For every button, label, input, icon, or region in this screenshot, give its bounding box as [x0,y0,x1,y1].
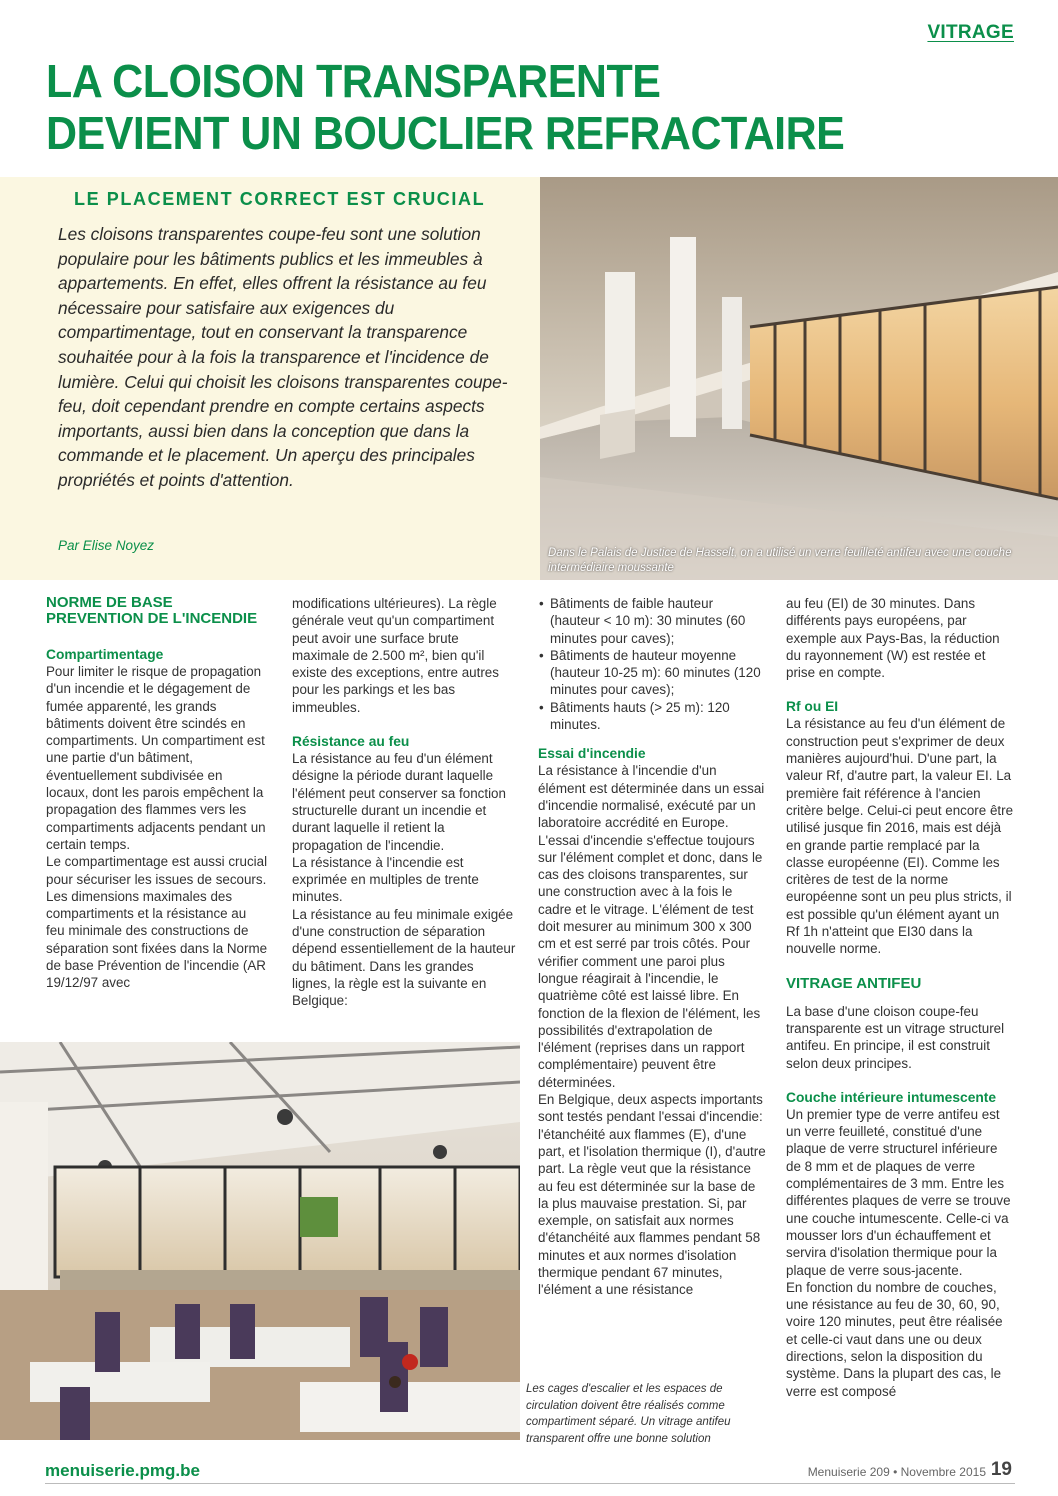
heading-norme-de-base: NORME DE BASE PREVENTION DE L'INCENDIE [46,594,258,627]
paragraph: Pour limiter le risque de propagation d'un incendie et le dégagement de fumée apparenté, les grands bâtiments doivent être scindés en compartiments. Un compartiment est une partie d'un bâtiment, éventuellement subdivisée en locaux, dont les parois empêchent la propagation des flammes vers les compartiments adjacents pendant un certain temps. [46,664,266,852]
column-1 [46,595,268,992]
footer-website-link[interactable]: menuiserie.pmg.be [45,1461,200,1480]
paragraph: Les dimensions maximales des compartiments et la résistance au feu minimale des constructions de séparation sont fixées dans la Norme de base Prévention de l'incendie (AR 19/12/97 avec [46,888,268,991]
paragraph: En Belgique, deux aspects importants sont testés pendant l'essai d'incendie: l'étanchéité aux flammes (E), d'une part, et l'isolation thermique (I), d'autre part. La règle veut que la résistance au feu est déterminée sur la base de la plus mauvaise prestation. Si, par exemple, on satisfait aux normes d'étanchéité aux flammes pendant 58 minutes et aux normes d'isolation thermique pendant 67 minutes, l'élément a une résistance [538,1092,766,1298]
list-item: • Bâtiments hauts (> 25 m): 120 minutes. [550,699,766,734]
heading-vitrage-antifeu: VITRAGE ANTIFEU [786,974,922,992]
subheading-essai-incendie: Essai d'incendie [538,746,646,762]
title-line-2: DEVIENT UN BOUCLIER REFRACTAIRE [46,107,845,160]
paragraph: La résistance au feu d'un élément désigne la période durant laquelle l'élément peut conserver sa fonction structurelle durant un incendie et durant laquelle il retient la propagation de l'incendie. [292,751,506,853]
page-number: 19 [990,1459,1012,1480]
paragraph: La résistance au feu d'un élément de construction peut s'exprimer de deux manières aujourd'hui. D'une part, la valeur Rf, d'autre part, la valeur EI. La première fait référence à l'ancien critère belge. Celui-ci peut encore être utilisé jusque fin 2016, mais est déjà en grande partie remplacé par la classe européenne (EI). Comme les critères de test de la norme européenne sont un peu plus stricts, il est possible qu'un élément ayant un Rf 1h n'atteint que EI30 dans la nouvelle norme. [786,716,1014,957]
intro-box [0,177,540,580]
subheading-compartimentage: Compartimentage [46,647,164,662]
column-2 [292,595,516,1010]
list-item: • Bâtiments de faible hauteur (hauteur < 10 m): 30 minutes (60 minutes pour caves); [550,595,766,647]
paragraph: La résistance à l'incendie d'un élément est déterminée dans un essai d'incendie normalisé, exécuté par un laboratoire accrédité en Europe. L'essai d'incendie s'effectue toujours sur l'élément complet et donc, dans le cas des cloisons transparentes, sur une construction avec à la fois le cadre et le vitrage. L'élément de test doit mesurer au minimum 300 x 300 cm et est serré par trois côtés. Pour vérifier comment une paroi plus longue réagirait à l'incendie, le quatrième côté est laissé libre. En fonction de la flexion de l'élément, les possibilités d'extrapolation de l'élément (reprises dans un rapport complémentaire) peuvent être déterminées. [538,763,765,1090]
list-item: • Bâtiments de hauteur moyenne (hauteur 10-25 m): 60 minutes (120 minutes pour caves); [550,647,766,699]
photo-caption-top: Dans le Palais de Justice de Hasselt, on a utilisé un verre feuilleté antifeu avec une couche intermédiaire moussante [548,547,1012,574]
paragraph: La résistance à l'incendie est exprimée en multiples de trente minutes. [292,854,479,905]
section-tag: VITRAGE [927,22,1014,43]
paragraph: modifications ultérieures). La règle générale veut qu'un compartiment peut avoir une surface brute maximale de 2.500 m², bien qu'il existe des exceptions, entre autres pour les parkings et les bas immeubles. [292,596,499,715]
paragraph: En fonction du nombre de couches, une résistance au feu de 30, 60, 90, voire 120 minutes, peut être réalisée et celle-ci vaut dans une ou deux directions, selon la disposition du système. Dans la plupart des cas, le verre est composé [786,1279,1003,1399]
paragraph: La résistance au feu minimale exigée d'une construction de séparation dépend essentiellement de la hauteur du bâtiment. Dans les grandes lignes, la règle est la suivante en Belgique: [292,906,516,1009]
column-3 [538,595,766,1299]
courthouse-hall-illustration [540,177,1058,580]
column-4 [786,595,1014,1400]
paragraph: Le compartimentage est aussi crucial pour sécuriser les issues de secours. [46,854,268,887]
paragraph: La base d'une cloison coupe-feu transparente est un vitrage structurel antifeu. En principe, il est construit selon deux principes. [786,1003,1005,1071]
intro-text: Les cloisons transparentes coupe-feu sont une solution populaire pour les bâtiments publics et les immeubles à appartements. En effet, elles offrent la résistance au feu nécessaire pour satisfaire aux exigences du compartimentage, tout en conservant la transparence souhaitée pour à la fois la transparence et l'incidence de lumière. Celui qui choisit les cloisons transparentes coupe-feu, doit cependant prendre en compte certains aspects importants, aussi bien dans la conception que dans la commande et le placement. Un aperçu des principales propriétés et points d'attention. [58,224,508,490]
subheading-resistance-au-feu: Résistance au feu [292,734,410,750]
footer-divider [45,1483,1015,1484]
subheading-rf-ou-ei: Rf ou EI [786,699,839,715]
paragraph: Un premier type de verre antifeu est un verre feuilleté, constitué d'une plaque de verre structurel inférieure de 8 mm et de plaques de verre complémentaires de 3 mm. Entre les différentes plaques de verre se trouve une couche intumescente. Celle-ci va mousser lors d'un échauffement et servira d'isolation thermique pour la plaque de verre sous-jacente. [786,1106,1011,1278]
byline: Par Elise Noyez [58,538,155,553]
showroom-illustration [0,1042,520,1440]
paragraph: au feu (EI) de 30 minutes. Dans différents pays européens, par exemple aux Pays-Bas, la réduction du rayonnement (W) est restée et prise en compte. [786,596,1000,681]
photo-courthouse-hall [540,177,1058,580]
subheading-couche-intumescente: Couche intérieure intumescente [786,1089,997,1105]
footer-issue-info: Menuiserie 209 • Novembre 2015 [807,1465,986,1479]
article-title [46,56,1026,160]
intro-heading: LE PLACEMENT CORRECT EST CRUCIAL [74,189,486,209]
title-line-1: LA CLOISON TRANSPARENTE [46,56,661,108]
photo-showroom [0,1042,520,1440]
photo-caption-bottom: Les cages d'escalier et les espaces de circulation doivent être réalisés comme compartiment séparé. Un vitrage antifeu transparent offre une bonne solution [526,1383,731,1445]
bullet-list [538,595,766,733]
